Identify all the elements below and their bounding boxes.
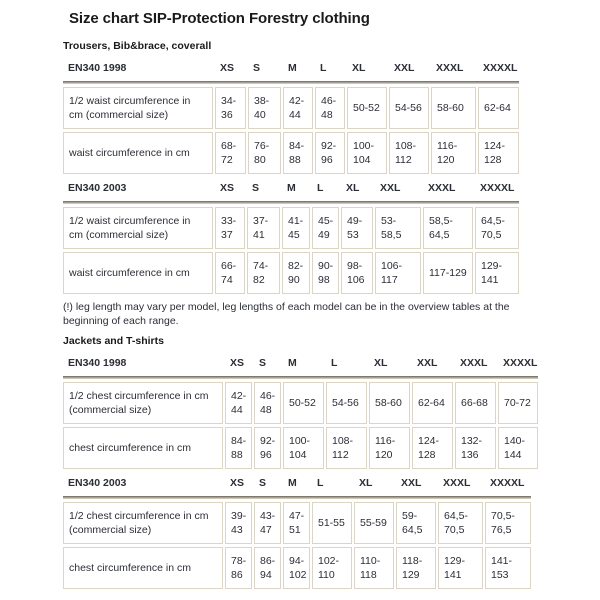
size-header: XS — [230, 357, 245, 370]
size-value: 102-110 — [312, 547, 352, 589]
size-value: 86-94 — [254, 547, 281, 589]
standard-label: EN340 2003 — [68, 477, 127, 490]
size-value: 70,5-76,5 — [485, 502, 531, 544]
size-header: XXL — [380, 182, 401, 194]
size-header: XXXL — [460, 357, 488, 370]
size-header: S — [259, 477, 267, 490]
size-value: 42-44 — [283, 87, 313, 129]
size-header: XXXXL — [503, 357, 538, 370]
size-value: 78-86 — [225, 547, 252, 589]
size-value: 92-96 — [315, 132, 345, 174]
size-header: XXL — [401, 477, 422, 490]
size-value: 43-47 — [254, 502, 281, 544]
size-header: XL — [352, 62, 366, 74]
header-divider — [63, 496, 531, 499]
size-value: 46-48 — [254, 382, 281, 424]
size-value: 94-102 — [283, 547, 310, 589]
size-value: 90-98 — [312, 252, 339, 294]
size-value: 42-44 — [225, 382, 252, 424]
header-divider — [63, 201, 519, 204]
size-header: XXXXL — [490, 477, 525, 490]
size-value: 117-129 — [423, 252, 473, 294]
size-value: 34-36 — [215, 87, 246, 129]
size-value: 54-56 — [389, 87, 429, 129]
size-header: M — [287, 182, 296, 194]
size-value: 98-106 — [341, 252, 373, 294]
size-value: 84-88 — [225, 427, 252, 469]
size-value: 37-41 — [247, 207, 280, 249]
size-value: 68-72 — [215, 132, 246, 174]
size-header: XXXXL — [483, 62, 518, 74]
size-value: 116-120 — [431, 132, 476, 174]
size-value: 108-112 — [326, 427, 367, 469]
size-value: 116-120 — [369, 427, 410, 469]
size-header: XS — [220, 182, 235, 194]
size-value: 129-141 — [438, 547, 483, 589]
size-header: XL — [346, 182, 360, 194]
size-value: 129-141 — [475, 252, 519, 294]
size-value: 100-104 — [347, 132, 387, 174]
size-value: 132-136 — [455, 427, 496, 469]
size-header: XXXL — [428, 182, 456, 194]
size-value: 124-128 — [478, 132, 519, 174]
size-value: 84-88 — [283, 132, 313, 174]
size-value: 53-58,5 — [375, 207, 421, 249]
size-header: M — [288, 62, 297, 74]
size-value: 58,5-64,5 — [423, 207, 473, 249]
size-table — [63, 57, 580, 174]
size-value: 82-90 — [282, 252, 310, 294]
size-value: 58-60 — [369, 382, 410, 424]
size-tables-jackets — [63, 352, 580, 589]
size-value: 110-118 — [354, 547, 394, 589]
size-value: 54-56 — [326, 382, 367, 424]
row-label: 1/2 waist circumference in cm (commercial size) — [63, 87, 213, 129]
size-header: L — [317, 182, 324, 194]
size-header: XXXL — [443, 477, 471, 490]
size-header: XXXXL — [480, 182, 515, 194]
standard-label: EN340 1998 — [68, 62, 127, 74]
size-value: 45-49 — [312, 207, 339, 249]
size-header: L — [317, 477, 324, 490]
row-label: waist circumference in cm — [63, 252, 213, 294]
size-value: 66-68 — [455, 382, 496, 424]
size-value: 41-45 — [282, 207, 310, 249]
section-trousers — [63, 40, 580, 328]
row-label: 1/2 waist circumference in cm (commercial size) — [63, 207, 213, 249]
section-heading-jackets: Jackets and T-shirts — [63, 335, 164, 348]
header-divider — [63, 376, 538, 379]
page-title: Size chart SIP-Protection Forestry clothing — [69, 10, 370, 27]
size-value: 70-72 — [498, 382, 538, 424]
size-value: 46-48 — [315, 87, 345, 129]
size-value: 64,5-70,5 — [438, 502, 483, 544]
size-value: 62-64 — [478, 87, 519, 129]
size-value: 141-153 — [485, 547, 531, 589]
row-label: chest circumference in cm — [63, 427, 223, 469]
row-label: waist circumference in cm — [63, 132, 213, 174]
standard-label: EN340 1998 — [68, 357, 127, 370]
size-value: 100-104 — [283, 427, 324, 469]
size-header: S — [252, 182, 260, 194]
size-value: 76-80 — [248, 132, 281, 174]
size-value: 38-40 — [248, 87, 281, 129]
size-header: M — [288, 477, 297, 490]
size-header: S — [253, 62, 261, 74]
row-label: chest circumference in cm — [63, 547, 223, 589]
size-header: XL — [359, 477, 373, 490]
size-header: XXL — [417, 357, 438, 370]
size-value: 64,5-70,5 — [475, 207, 519, 249]
size-header: M — [288, 357, 297, 370]
size-value: 124-128 — [412, 427, 453, 469]
size-value: 50-52 — [347, 87, 387, 129]
size-value: 59-64,5 — [396, 502, 436, 544]
size-header: XXXL — [436, 62, 464, 74]
size-value: 49-53 — [341, 207, 373, 249]
size-value: 140-144 — [498, 427, 538, 469]
size-value: 92-96 — [254, 427, 281, 469]
size-table — [63, 352, 580, 469]
row-label: 1/2 chest circumference in cm (commercial size) — [63, 382, 223, 424]
size-header: XL — [374, 357, 388, 370]
size-value: 118-129 — [396, 547, 436, 589]
size-value: 55-59 — [354, 502, 394, 544]
size-header: XXL — [394, 62, 415, 74]
size-value: 66-74 — [215, 252, 245, 294]
size-table — [63, 177, 580, 294]
size-value: 33-37 — [215, 207, 245, 249]
size-value: 47-51 — [283, 502, 310, 544]
row-label: 1/2 chest circumference in cm (commercial size) — [63, 502, 223, 544]
header-divider — [63, 81, 519, 84]
size-header: XS — [220, 62, 235, 74]
standard-label: EN340 2003 — [68, 182, 127, 194]
size-value: 39-43 — [225, 502, 252, 544]
size-header: XS — [230, 477, 245, 490]
size-header: S — [259, 357, 267, 370]
size-value: 51-55 — [312, 502, 352, 544]
size-header: L — [320, 62, 327, 74]
size-value: 74-82 — [247, 252, 280, 294]
size-value: 108-112 — [389, 132, 429, 174]
size-tables-trousers — [63, 57, 580, 294]
size-table — [63, 472, 580, 589]
section-heading-trousers: Trousers, Bib&brace, coverall — [63, 40, 212, 52]
leg-length-note: (!) leg length may vary per model, leg lengths of each model can be in the overview tables at the beginning of each range. — [63, 301, 510, 327]
section-jackets — [63, 335, 580, 589]
size-value: 58-60 — [431, 87, 476, 129]
size-header: L — [331, 357, 338, 370]
size-value: 50-52 — [283, 382, 324, 424]
size-value: 106-117 — [375, 252, 421, 294]
size-value: 62-64 — [412, 382, 453, 424]
